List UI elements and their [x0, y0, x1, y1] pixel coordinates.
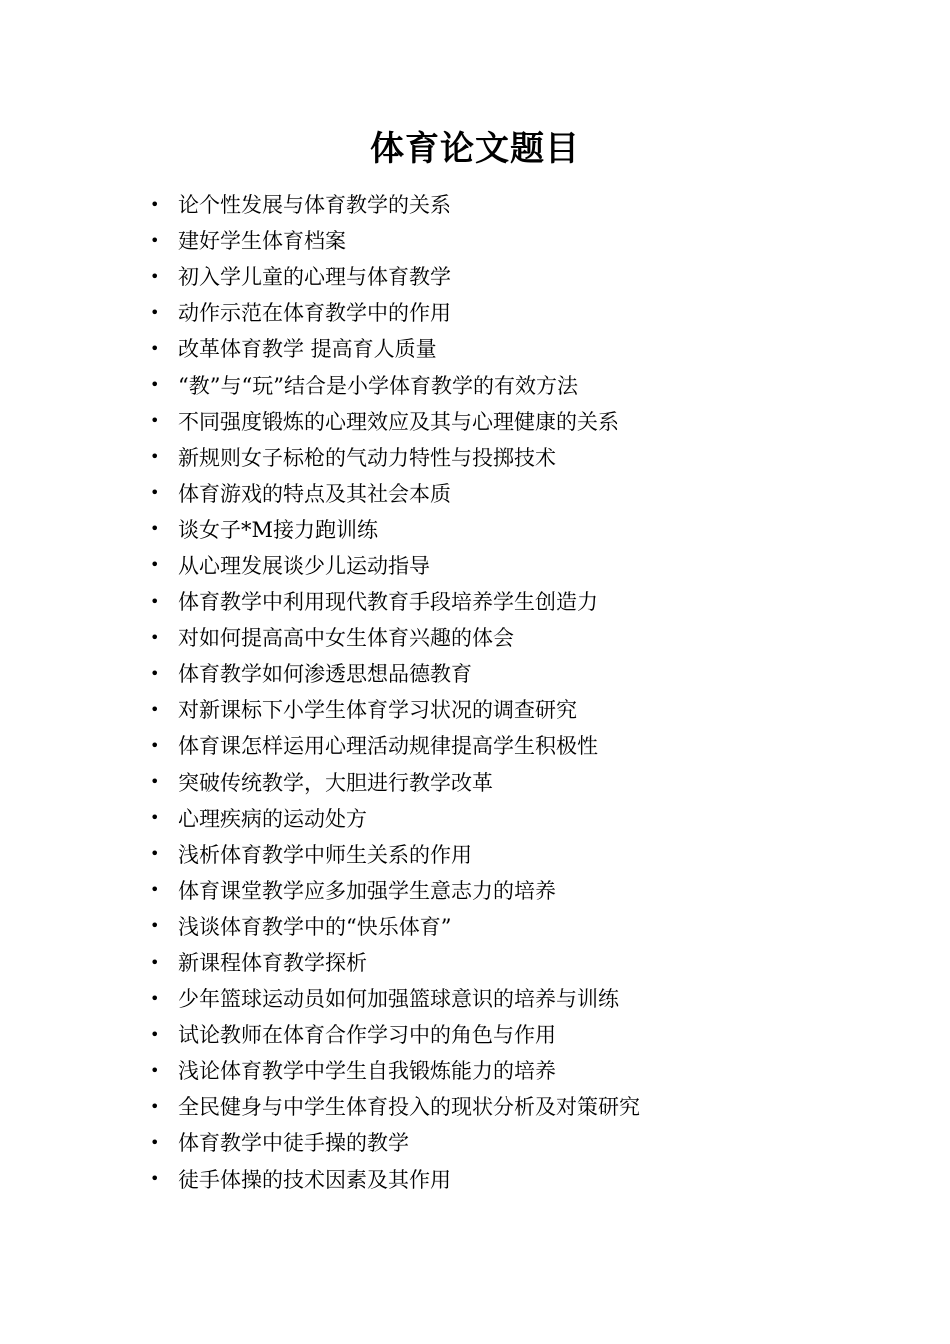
topic-item: [150, 294, 640, 330]
topic-item: [150, 800, 640, 836]
bullet-icon: •: [150, 411, 160, 431]
bullet-icon: •: [150, 988, 160, 1008]
topic-text: 突破传统教学，大胆进行教学改革: [178, 770, 493, 795]
bullet-icon: •: [150, 230, 160, 250]
topic-item: [150, 511, 640, 547]
bullet-icon: •: [150, 338, 160, 358]
topic-item: [150, 655, 640, 691]
topic-item: [150, 366, 640, 402]
bullet-icon: •: [150, 916, 160, 936]
topic-text: 浅论体育教学中学生自我锻炼能力的培养: [178, 1059, 556, 1084]
bullet-icon: •: [150, 952, 160, 972]
topic-text: 新课程体育教学探析: [178, 951, 367, 976]
bullet-icon: •: [150, 375, 160, 395]
topic-item: [150, 908, 640, 944]
topic-item: [150, 547, 640, 583]
topic-item: [150, 475, 640, 511]
topic-text: 体育游戏的特点及其社会本质: [178, 481, 451, 506]
bullet-icon: •: [150, 1132, 160, 1152]
topic-text: 论个性发展与体育教学的关系: [178, 193, 451, 218]
bullet-icon: •: [150, 663, 160, 683]
bullet-icon: •: [150, 627, 160, 647]
bullet-icon: •: [150, 555, 160, 575]
topic-text: 浅析体育教学中师生关系的作用: [178, 842, 472, 867]
topic-item: [150, 403, 640, 439]
topic-text: 体育课堂教学应多加强学生意志力的培养: [178, 878, 556, 903]
topic-item: [150, 222, 640, 258]
topic-text: 少年篮球运动员如何加强篮球意识的培养与训练: [178, 987, 619, 1012]
topic-item: [150, 186, 640, 222]
bullet-icon: •: [150, 483, 160, 503]
topic-text: 体育教学中利用现代教育手段培养学生创造力: [178, 590, 598, 615]
bullet-icon: •: [150, 880, 160, 900]
topic-text: 新规则女子标枪的气动力特性与投掷技术: [178, 445, 556, 470]
topic-item: [150, 583, 640, 619]
bullet-icon: •: [150, 194, 160, 214]
topic-text: 全民健身与中学生体育投入的现状分析及对策研究: [178, 1095, 640, 1120]
topic-item: [150, 1088, 640, 1124]
bullet-icon: •: [150, 808, 160, 828]
topic-text: 建好学生体育档案: [178, 229, 346, 254]
topic-text: 徒手体操的技术因素及其作用: [178, 1167, 451, 1192]
topic-item: [150, 258, 640, 294]
bullet-icon: •: [150, 519, 160, 539]
bullet-icon: •: [150, 772, 160, 792]
topic-item: [150, 1052, 640, 1088]
topic-item: [150, 1161, 640, 1197]
topic-list: [150, 186, 640, 1197]
bullet-icon: •: [150, 1169, 160, 1189]
bullet-icon: •: [150, 844, 160, 864]
topic-text: 体育教学如何渗透思想品德教育: [178, 662, 472, 687]
topic-item: [150, 944, 640, 980]
bullet-icon: •: [150, 735, 160, 755]
bullet-icon: •: [150, 447, 160, 467]
topic-text: 初入学儿童的心理与体育教学: [178, 265, 451, 290]
topic-item: [150, 330, 640, 366]
topic-item: [150, 439, 640, 475]
document-title: 体育论文题目: [370, 129, 580, 169]
topic-text: “教”与“玩”结合是小学体育教学的有效方法: [178, 373, 578, 398]
topic-text: 试论教师在体育合作学习中的角色与作用: [178, 1023, 556, 1048]
topic-item: [150, 691, 640, 727]
topic-text: 体育教学中徒手操的教学: [178, 1131, 409, 1156]
topic-text: 改革体育教学 提高育人质量: [178, 337, 437, 362]
topic-item: [150, 836, 640, 872]
topic-text: 对如何提高高中女生体育兴趣的体会: [178, 626, 514, 651]
topic-text: 体育课怎样运用心理活动规律提高学生积极性: [178, 734, 598, 759]
topic-item: [150, 980, 640, 1016]
topic-text: 从心理发展谈少儿运动指导: [178, 553, 430, 578]
bullet-icon: •: [150, 591, 160, 611]
bullet-icon: •: [150, 1096, 160, 1116]
bullet-icon: •: [150, 1024, 160, 1044]
topic-text: 心理疾病的运动处方: [178, 806, 367, 831]
topic-item: [150, 1016, 640, 1052]
topic-item: [150, 764, 640, 800]
topic-text: 动作示范在体育教学中的作用: [178, 301, 451, 326]
topic-item: [150, 619, 640, 655]
bullet-icon: •: [150, 699, 160, 719]
topic-item: [150, 1124, 640, 1160]
topic-text: 对新课标下小学生体育学习状况的调查研究: [178, 698, 577, 723]
topic-text: 浅谈体育教学中的“快乐体育”: [178, 914, 452, 939]
topic-text: 不同强度锻炼的心理效应及其与心理健康的关系: [178, 409, 619, 434]
topic-item: [150, 872, 640, 908]
bullet-icon: •: [150, 1060, 160, 1080]
bullet-icon: •: [150, 266, 160, 286]
bullet-icon: •: [150, 302, 160, 322]
topic-item: [150, 727, 640, 763]
topic-text: 谈女子*M接力跑训练: [178, 517, 379, 542]
